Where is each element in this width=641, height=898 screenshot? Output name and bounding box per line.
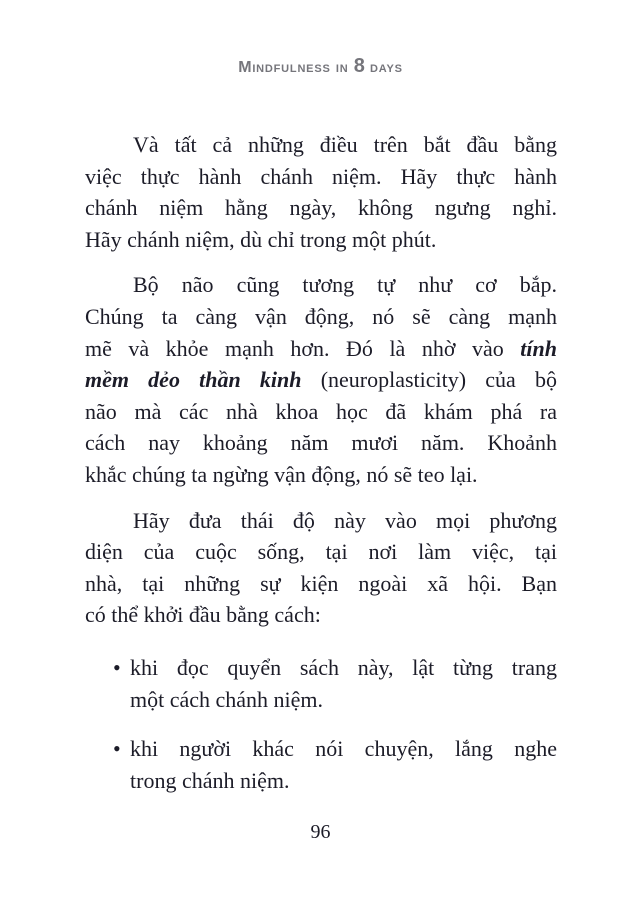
- text-line: [85, 568, 557, 600]
- text-line: [85, 301, 557, 333]
- text-segment: não mà các nhà khoa học đã khám phá ra: [85, 398, 557, 424]
- text-segment: Và tất cả những điều trên bắt đầu bằng: [133, 132, 557, 157]
- text-segment: mẽ và khỏe mạnh hơn. Đó là nhờ vào: [85, 335, 521, 361]
- text-segment: khi đọc quyển sách này, lật từng trang: [130, 654, 557, 680]
- text-line: [85, 192, 557, 224]
- paragraph: [85, 505, 557, 631]
- text-segment: Chúng ta càng vận động, nó sẽ càng mạnh: [85, 303, 557, 329]
- text-line: [130, 684, 557, 716]
- paragraph: [85, 129, 557, 255]
- bullet-item: [85, 733, 557, 796]
- text-line: [85, 224, 557, 256]
- text-line: [130, 733, 557, 765]
- page-footer: [0, 819, 641, 845]
- text-line: [130, 652, 557, 684]
- text-segment: khi người khác nói chuyện, lắng nghe: [130, 736, 557, 762]
- text-segment: việc thực hành chánh niệm. Hãy thực hành: [85, 163, 557, 189]
- bullet-list: [85, 652, 557, 796]
- text-line: [85, 427, 557, 459]
- text-line: [85, 536, 557, 568]
- text-segment: một cách chánh niệm.: [130, 686, 324, 712]
- text-line: [85, 333, 557, 365]
- text-segment: Bộ não cũng tương tự như cơ bắp.: [133, 272, 557, 298]
- text-line: [85, 459, 557, 491]
- text-segment: chánh niệm hằng ngày, không ngưng nghỉ.: [85, 195, 557, 221]
- text-line: [85, 129, 557, 161]
- header-title-pre: Mindfulness in: [238, 59, 354, 76]
- text-segment: khắc chúng ta ngừng vận động, nó sẽ teo lại.: [85, 461, 478, 487]
- emphasis-text: mềm dẻo thần kinh: [85, 367, 302, 393]
- paragraph: [85, 269, 557, 490]
- bullet-marker: •: [113, 654, 121, 680]
- text-segment: có thể khởi đầu bằng cách:: [85, 602, 321, 628]
- header-title-post: days: [364, 59, 403, 76]
- text-line: [85, 364, 557, 396]
- header-title-number: 8: [353, 55, 365, 77]
- page-number: 96: [310, 821, 331, 843]
- bullet-item: [85, 652, 557, 715]
- text-line: [85, 599, 557, 631]
- text-line: [85, 269, 557, 301]
- page-header: [0, 56, 641, 78]
- text-segment: cách nay khoảng năm mươi năm. Khoảnh: [85, 430, 557, 456]
- text-segment: (neuroplasticity) của bộ: [301, 367, 557, 393]
- text-segment: nhà, tại những sự kiện ngoài xã hội. Bạn: [85, 570, 557, 596]
- text-line: [85, 505, 557, 537]
- text-segment: diện của cuộc sống, tại nơi làm việc, tại: [85, 539, 557, 565]
- bullet-marker: •: [113, 736, 121, 762]
- text-line: [85, 161, 557, 193]
- body-text: [85, 129, 557, 814]
- emphasis-text: tính: [520, 335, 557, 361]
- paragraphs-container: [85, 129, 557, 631]
- text-segment: Hãy đưa thái độ này vào mọi phương: [133, 507, 557, 533]
- text-line: [85, 396, 557, 428]
- text-segment: trong chánh niệm.: [130, 767, 290, 793]
- text-segment: Hãy chánh niệm, dù chỉ trong một phút.: [85, 226, 437, 252]
- text-line: [130, 765, 557, 797]
